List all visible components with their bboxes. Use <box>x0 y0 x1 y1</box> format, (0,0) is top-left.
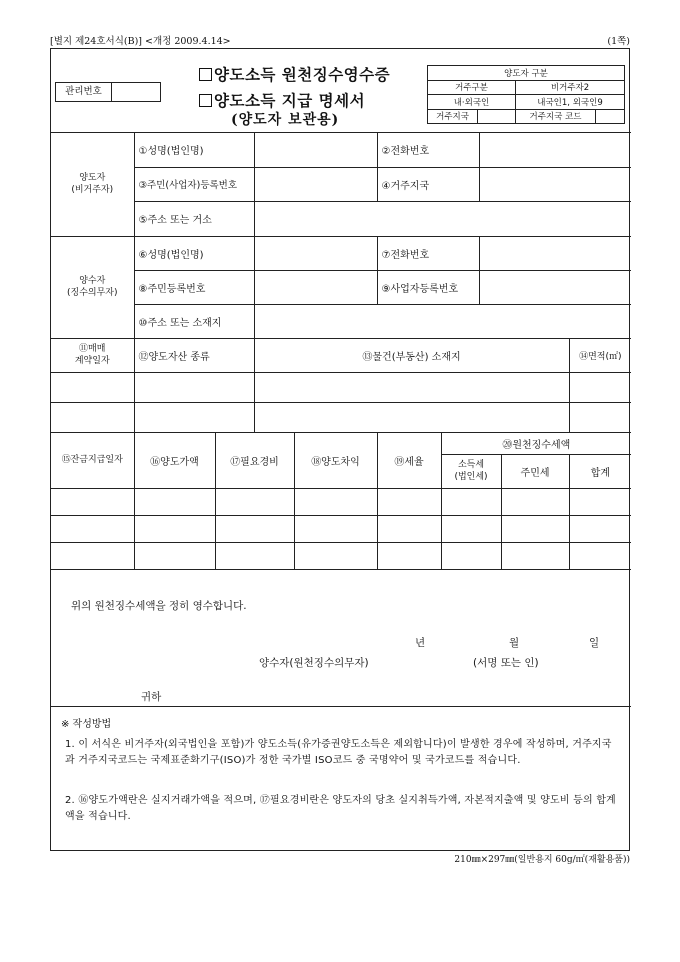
rate-field[interactable] <box>377 488 441 515</box>
transferee-name-label: ⑥성명(법인명) <box>134 236 254 270</box>
contract-date-label-line2: 계약일자 <box>74 356 110 366</box>
country-label: 거주지국 <box>428 109 478 124</box>
title-statement-text: 양도소득 지급 명세서 <box>214 91 366 110</box>
date-month-label: 월 <box>509 637 520 649</box>
residency-value: 비거주자2 <box>516 80 625 95</box>
total-tax-label: 합계 <box>569 454 631 488</box>
transferee-biz-field[interactable] <box>479 270 631 304</box>
instruction-item-2: 2. ⑯양도가액란은 실지거래가액을 적으며, ⑰필요경비란은 양도자의 당초 실지취득가액, 자본적지출액 및 양도비 등의 합계액을 적습니다. <box>65 795 616 822</box>
country-code-label: 거주지국 코드 <box>516 109 596 124</box>
signer-label: 양수자(원천징수의무자) <box>259 657 369 669</box>
transferor-name-field[interactable] <box>254 133 377 167</box>
resident-tax-field[interactable] <box>501 515 569 542</box>
asset-location-label: ⑬물건(부동산) 소재지 <box>254 338 569 372</box>
transferee-id-label: ⑧주민등록번호 <box>134 270 254 304</box>
title-receipt <box>199 63 429 85</box>
expense-label: ⑰필요경비 <box>215 432 294 488</box>
asset-type-label: ⑫양도자산 종류 <box>134 338 254 372</box>
asset-area-field[interactable] <box>569 402 631 432</box>
asset-type-field[interactable] <box>134 402 254 432</box>
payment-date-label: ⑮잔금지급일자 <box>51 432 134 488</box>
nationality-value: 내국인1, 외국인9 <box>516 95 625 110</box>
transferor-phone-label: ②전화번호 <box>377 133 479 167</box>
contract-date-label-line1: ⑪매매 <box>79 344 106 354</box>
checkbox-receipt[interactable] <box>199 68 212 81</box>
management-number-field[interactable] <box>113 83 161 101</box>
checkbox-statement[interactable] <box>199 94 212 107</box>
transferor-id-field[interactable] <box>254 167 377 201</box>
transferee-subtitle: (징수의무자) <box>67 288 118 298</box>
asset-location-field[interactable] <box>254 372 569 402</box>
transferor-id-label: ③주민(사업자)등록번호 <box>134 167 254 201</box>
asset-area-label: ⑭면적(㎡) <box>569 338 631 372</box>
transferor-subtitle: (비거주자) <box>71 185 114 196</box>
transferee-section-label <box>51 236 134 338</box>
transferee-name-field[interactable] <box>254 236 377 270</box>
income-tax-field[interactable] <box>441 488 501 515</box>
nationality-label: 내·외국인 <box>428 95 516 110</box>
transferor-phone-field[interactable] <box>479 133 631 167</box>
receipt-statement: 위의 원천징수세액을 정히 영수합니다. <box>71 600 247 612</box>
resident-tax-label: 주민세 <box>501 454 569 488</box>
resident-tax-field[interactable] <box>501 488 569 515</box>
instructions-heading: ※ 작성방법 <box>61 719 112 730</box>
transferee-phone-field[interactable] <box>479 236 631 270</box>
contract-date-field[interactable] <box>51 402 134 432</box>
instruction-item-1: 1. 이 서식은 비거주자(외국법인을 포함)가 양도소득(유가증권양도소득은 제외합니다)이 발생한 경우에 작성하며, 거주지국과 거주지국코드는 국제표준화기구(ISO)가 정한 국가별 ISO코드 중 국명약어 및 국가코드를 적습니다. <box>65 739 612 766</box>
expense-field[interactable] <box>215 515 294 542</box>
form-number: [별지 제24호서식(B)] <개정 2009.4.14> <box>50 36 231 47</box>
contract-date-field[interactable] <box>51 372 134 402</box>
withholding-tax-label: ⑳원천징수세액 <box>441 432 631 454</box>
total-tax-field[interactable] <box>569 515 631 542</box>
management-number-label: 관리번호 <box>56 83 112 101</box>
income-tax-label-line2: (법인세) <box>454 472 488 482</box>
transferee-id-field[interactable] <box>254 270 377 304</box>
page-number: (1쪽) <box>607 36 630 47</box>
transferee-biz-label: ⑨사업자등록번호 <box>377 270 479 304</box>
transferor-country-label: ④거주지국 <box>377 167 479 201</box>
income-tax-label-line1: 소득세 <box>457 460 485 470</box>
income-tax-label <box>441 454 501 488</box>
copy-designation: (양도자 보관용) <box>231 112 340 128</box>
transferor-address-field[interactable] <box>254 201 631 236</box>
price-field[interactable] <box>134 515 215 542</box>
transferor-title: 양도자 <box>79 173 106 184</box>
receipt-statement-area <box>51 562 631 707</box>
classification-title: 양도자 구분 <box>428 66 625 81</box>
withholding-receipt-form <box>50 48 630 851</box>
form-header-line <box>50 33 630 47</box>
transferor-country-field[interactable] <box>479 167 631 201</box>
gain-field[interactable] <box>294 488 377 515</box>
payment-date-field[interactable] <box>51 515 134 542</box>
signature-label[interactable]: (서명 또는 인) <box>473 657 539 669</box>
title-statement <box>199 89 429 111</box>
payment-date-field[interactable] <box>51 488 134 515</box>
date-year-label: 년 <box>415 637 426 649</box>
date-day-label: 일 <box>589 637 600 649</box>
price-label: ⑯양도가액 <box>134 432 215 488</box>
title-receipt-text: 양도소득 원천징수영수증 <box>214 65 391 84</box>
transferor-address-label: ⑤주소 또는 거소 <box>134 201 254 236</box>
gain-field[interactable] <box>294 515 377 542</box>
transferee-title: 양수자 <box>79 276 106 286</box>
total-tax-field[interactable] <box>569 488 631 515</box>
transferor-classification-table <box>427 65 625 124</box>
rate-field[interactable] <box>377 515 441 542</box>
transferee-address-label: ⑩주소 또는 소재지 <box>134 304 254 338</box>
asset-area-field[interactable] <box>569 372 631 402</box>
form-title-area <box>51 49 631 133</box>
management-number-box <box>55 82 161 102</box>
form-grid <box>51 133 631 570</box>
price-field[interactable] <box>134 488 215 515</box>
income-tax-field[interactable] <box>441 515 501 542</box>
transferor-name-label: ①성명(법인명) <box>134 133 254 167</box>
expense-field[interactable] <box>215 488 294 515</box>
gain-label: ⑱양도차익 <box>294 432 377 488</box>
asset-type-field[interactable] <box>134 372 254 402</box>
transferee-address-field[interactable] <box>254 304 631 338</box>
country-field[interactable] <box>478 109 516 124</box>
form-footer <box>51 562 631 852</box>
rate-label: ⑲세율 <box>377 432 441 488</box>
transferee-phone-label: ⑦전화번호 <box>377 236 479 270</box>
paper-spec: 210㎜×297㎜(일반용지 60g/㎡(재활용품)) <box>454 855 630 865</box>
contract-date-label <box>51 338 134 372</box>
country-code-field[interactable] <box>596 109 625 124</box>
residency-label: 거주구분 <box>428 80 516 95</box>
transferor-section-label <box>51 133 134 236</box>
addressee-label: 귀하 <box>141 691 162 703</box>
asset-location-field[interactable] <box>254 402 569 432</box>
